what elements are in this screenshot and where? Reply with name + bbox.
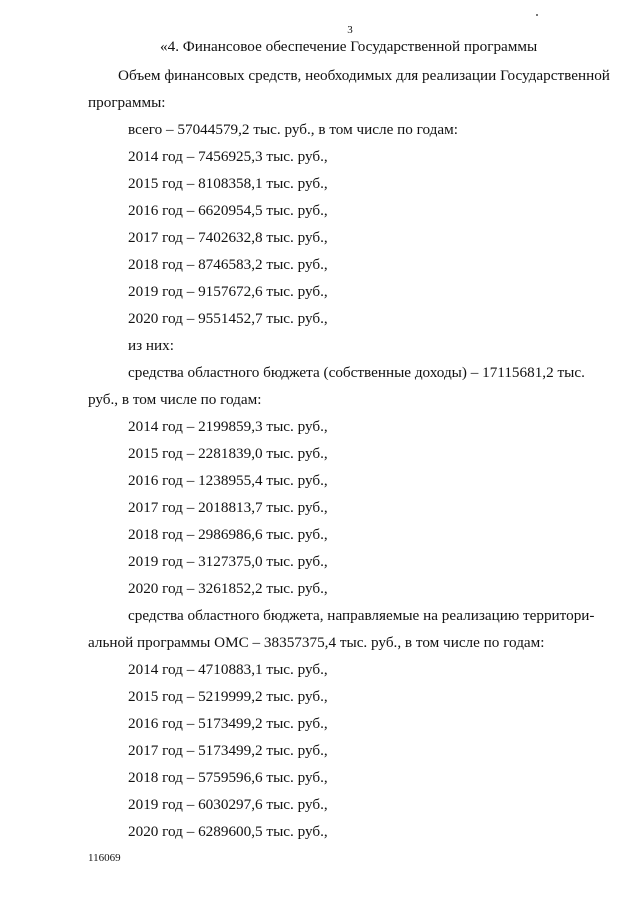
total-year-2014: 2014 год – 7456925,3 тыс. руб., (128, 148, 328, 165)
regional-own-year-2015: 2015 год – 2281839,0 тыс. руб., (128, 445, 328, 462)
regional-oms-line: средства областного бюджета, направляемые на реализацию территори- (128, 607, 595, 624)
regional-oms-year-2014: 2014 год – 4710883,1 тыс. руб., (128, 661, 328, 678)
total-line: всего – 57044579,2 тыс. руб., в том числе по годам: (128, 121, 458, 138)
total-year-2020: 2020 год – 9551452,7 тыс. руб., (128, 310, 328, 327)
total-year-2017: 2017 год – 7402632,8 тыс. руб., (128, 229, 328, 246)
page-number: 3 (347, 24, 353, 36)
regional-oms-year-2018: 2018 год – 5759596,6 тыс. руб., (128, 769, 328, 786)
regional-own-year-2019: 2019 год – 3127375,0 тыс. руб., (128, 553, 328, 570)
regional-oms-year-2015: 2015 год – 5219999,2 тыс. руб., (128, 688, 328, 705)
footer-code: 116069 (88, 852, 121, 864)
total-year-2018: 2018 год – 8746583,2 тыс. руб., (128, 256, 328, 273)
total-year-2019: 2019 год – 9157672,6 тыс. руб., (128, 283, 328, 300)
regional-own-year-2020: 2020 год – 3261852,2 тыс. руб., (128, 580, 328, 597)
section-heading: «4. Финансовое обеспечение Государственной программы (160, 38, 538, 55)
regional-own-year-2016: 2016 год – 1238955,4 тыс. руб., (128, 472, 328, 489)
total-year-2015: 2015 год – 8108358,1 тыс. руб., (128, 175, 328, 192)
regional-oms-line: альной программы ОМС – 38357375,4 тыс. руб., в том числе по годам: (88, 634, 545, 651)
scan-dot (536, 14, 538, 16)
of-them-label: из них: (128, 337, 174, 354)
regional-own-line: средства областного бюджета (собственные доходы) – 17115681,2 тыс. (128, 364, 585, 381)
total-year-2016: 2016 год – 6620954,5 тыс. руб., (128, 202, 328, 219)
regional-own-year-2017: 2017 год – 2018813,7 тыс. руб., (128, 499, 328, 516)
regional-oms-year-2016: 2016 год – 5173499,2 тыс. руб., (128, 715, 328, 732)
regional-oms-year-2019: 2019 год – 6030297,6 тыс. руб., (128, 796, 328, 813)
regional-own-year-2014: 2014 год – 2199859,3 тыс. руб., (128, 418, 328, 435)
regional-own-line: руб., в том числе по годам: (88, 391, 262, 408)
intro-line: программы: (88, 94, 166, 111)
regional-oms-year-2020: 2020 год – 6289600,5 тыс. руб., (128, 823, 328, 840)
regional-own-year-2018: 2018 год – 2986986,6 тыс. руб., (128, 526, 328, 543)
regional-oms-year-2017: 2017 год – 5173499,2 тыс. руб., (128, 742, 328, 759)
intro-line: Объем финансовых средств, необходимых для реализации Государственной (118, 67, 610, 84)
